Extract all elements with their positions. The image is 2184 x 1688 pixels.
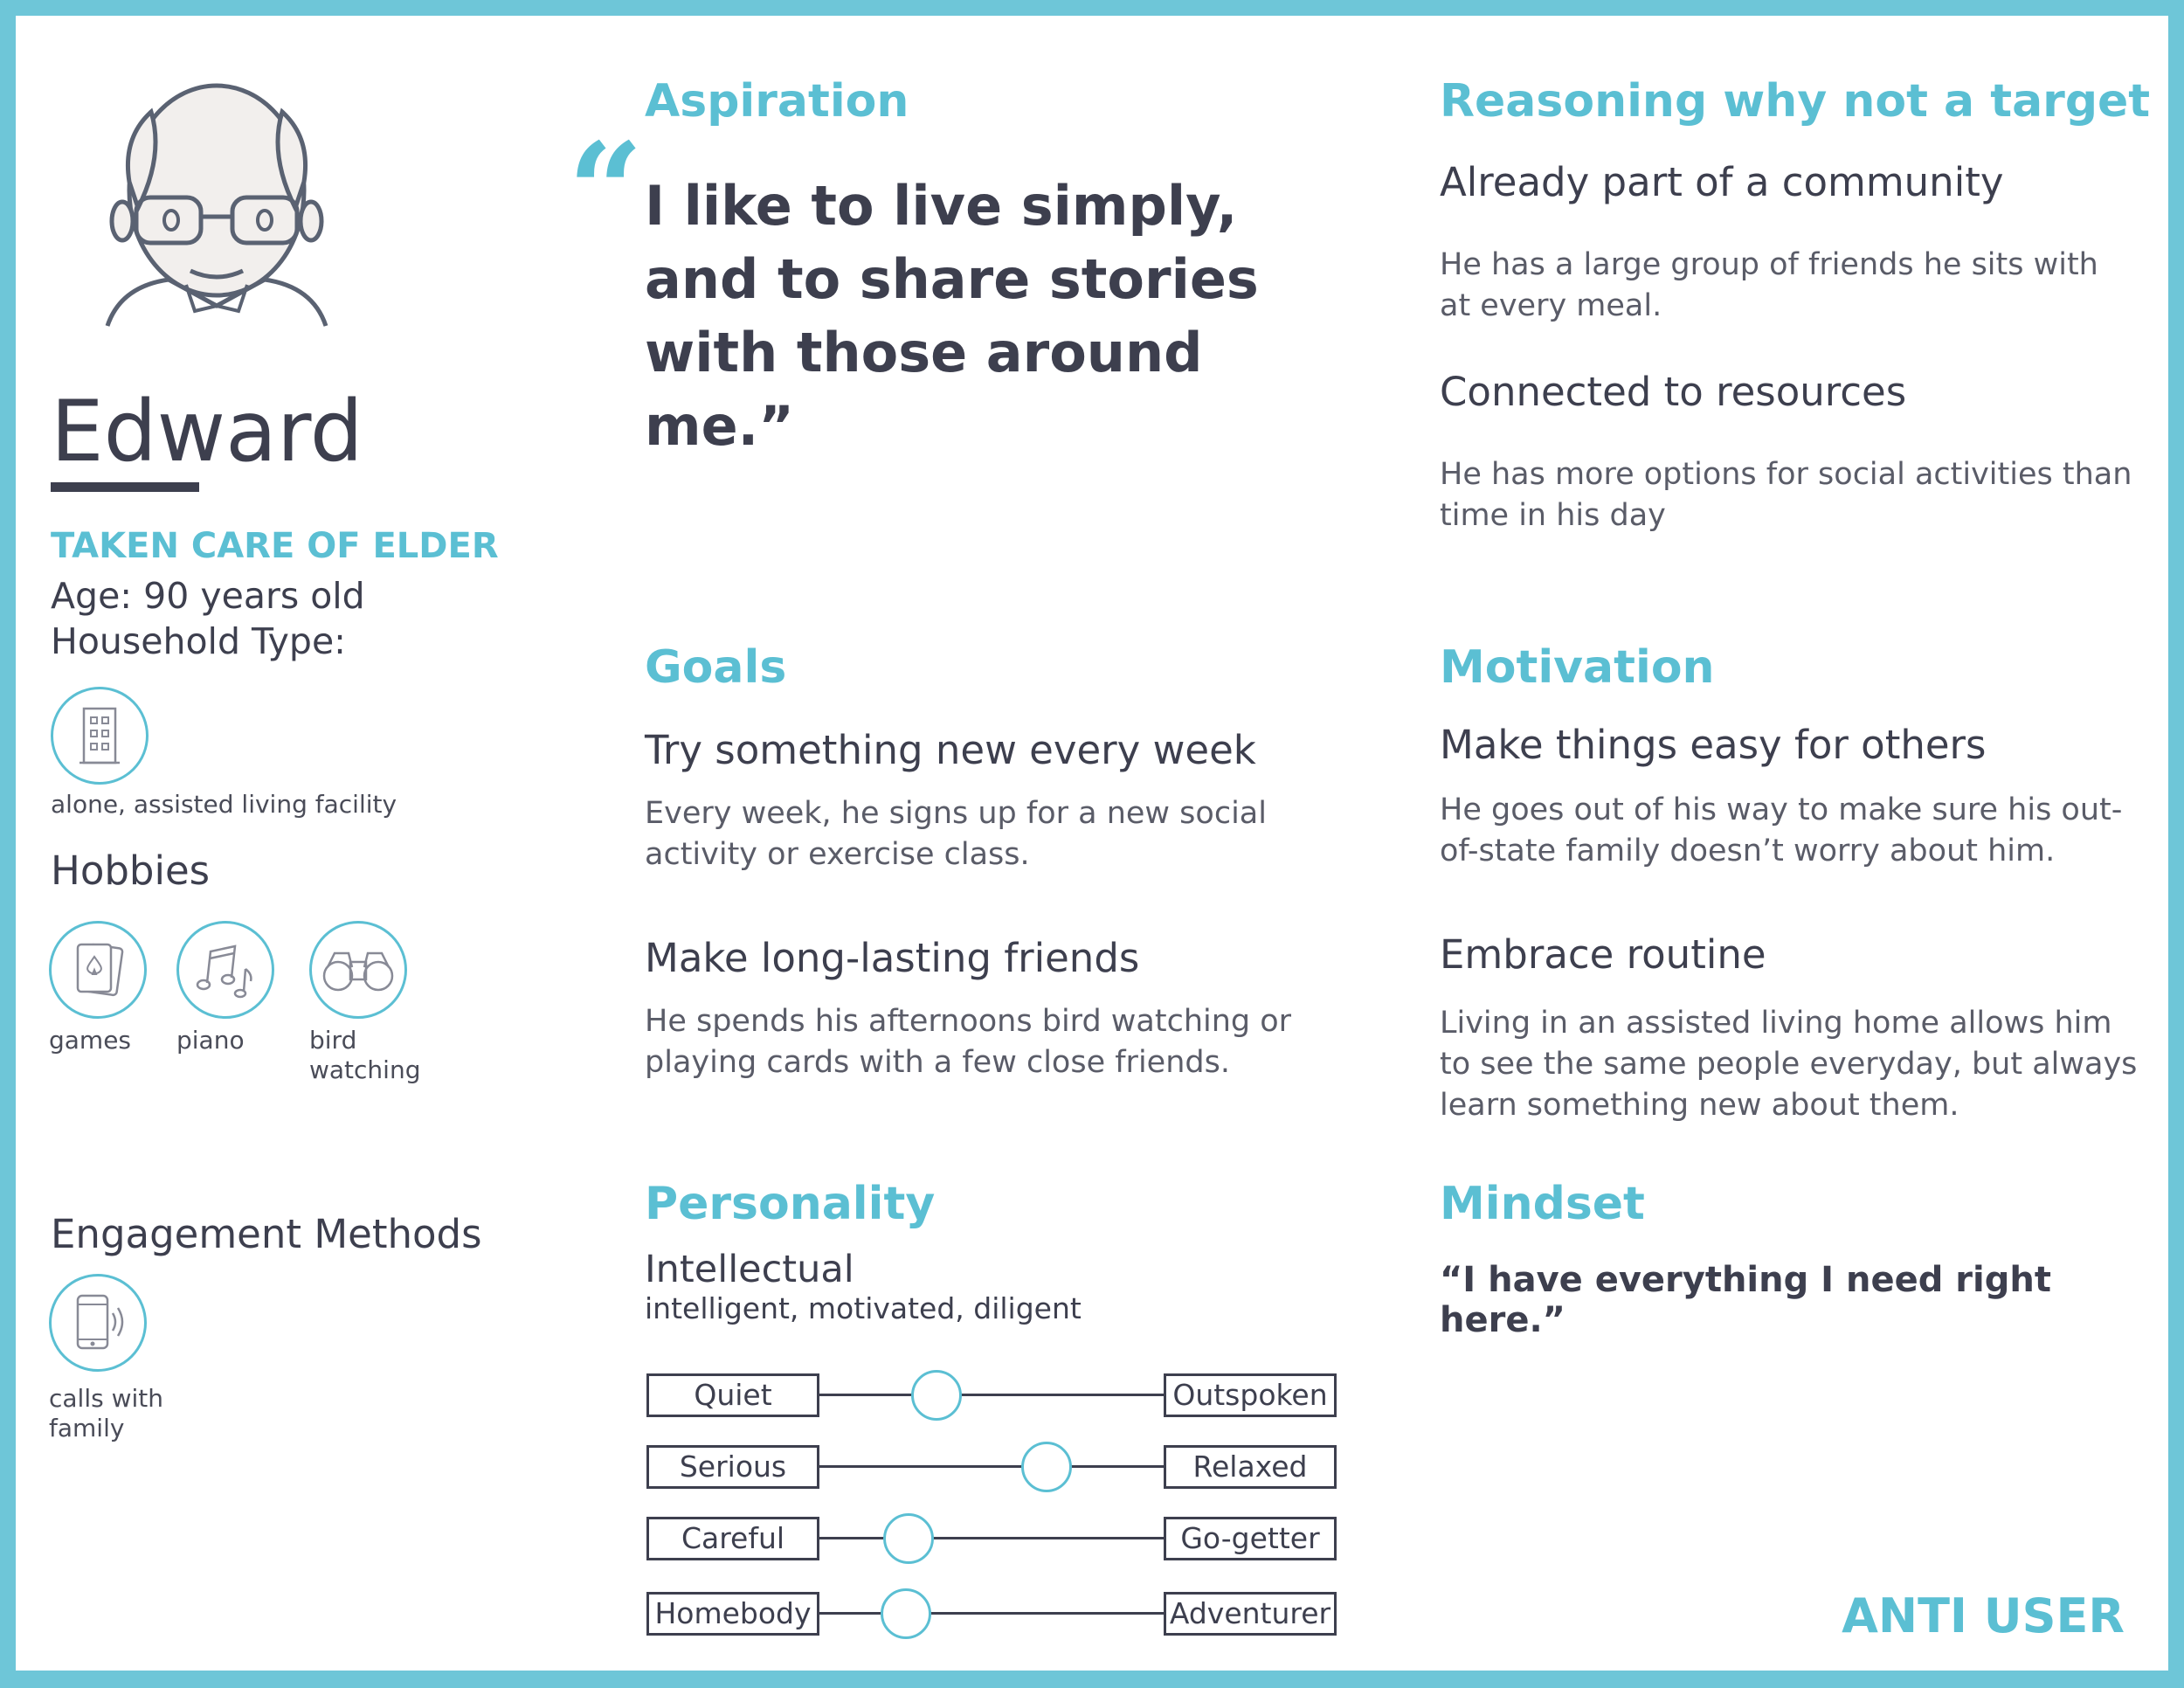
phone-call-icon: [49, 1274, 147, 1372]
persona-card: [16, 16, 2168, 1671]
music-notes-icon: [176, 921, 274, 1019]
aspiration-quote: I like to live simply, and to share stories with those around me.”: [645, 174, 1259, 458]
slider-track: [819, 1612, 1164, 1615]
reasoning-text: He has more options for social activities than time in his day: [1440, 457, 2132, 533]
trait-right-label: Relaxed: [1164, 1445, 1337, 1489]
goal-heading: Make long-lasting friends: [645, 935, 1140, 981]
goal-text: He spends his afternoons bird watching or playing cards with a few close friends.: [645, 1004, 1292, 1080]
hobby-label: piano: [176, 1026, 245, 1055]
reasoning-text: He has a large group of friends he sits with at every meal.: [1440, 247, 2098, 323]
quote-mark: “: [568, 114, 644, 268]
slider-knob: [883, 1513, 934, 1564]
motivation-text: He goes out of his way to make sure his out-of-state family doesn’t worry about him.: [1440, 792, 2123, 868]
reasoning-heading: Connected to resources: [1440, 369, 1907, 415]
personality-title: Personality: [645, 1178, 936, 1230]
goals-title: Goals: [645, 641, 787, 694]
goal-text: Every week, he signs up for a new social activity or exercise class.: [645, 796, 1267, 872]
hobby-label: bird watching: [309, 1026, 421, 1084]
aspiration-title: Aspiration: [645, 75, 909, 128]
personality-type: Intellectual: [645, 1248, 854, 1291]
mindset-title: Mindset: [1440, 1178, 1645, 1230]
trait-right-label: Go-getter: [1164, 1517, 1337, 1560]
slider-knob: [1021, 1442, 1072, 1492]
household-value: alone, assisted living facility: [51, 790, 397, 819]
goal-heading: Try something new every week: [645, 727, 1256, 773]
slider-track: [819, 1537, 1164, 1539]
trait-left-label: Homebody: [646, 1592, 819, 1636]
motivation-text: Living in an assisted living home allows him to see the same people everyday, but always learn something new about them.: [1440, 1006, 2138, 1123]
persona-age: Age: 90 years old: [51, 575, 365, 617]
mindset-quote: “I have everything I need right here.”: [1440, 1260, 2051, 1340]
trait-right-label: Outspoken: [1164, 1373, 1337, 1417]
playing-cards-icon: [49, 921, 147, 1019]
slider-track: [819, 1465, 1164, 1468]
trait-left-label: Serious: [646, 1445, 819, 1489]
name-underline: [51, 482, 199, 492]
reasoning-heading: Already part of a community: [1440, 159, 2004, 205]
persona-name: Edward: [51, 383, 363, 481]
engagement-title: Engagement Methods: [51, 1211, 482, 1257]
slider-knob: [911, 1370, 962, 1421]
motivation-title: Motivation: [1440, 641, 1715, 694]
household-label: Household Type:: [51, 620, 346, 662]
slider-knob: [881, 1588, 931, 1639]
personality-traits: intelligent, motivated, diligent: [645, 1291, 1082, 1325]
motivation-heading: Make things easy for others: [1440, 722, 1987, 768]
engagement-label: calls with family: [49, 1384, 164, 1442]
slider-track: [819, 1394, 1164, 1396]
trait-left-label: Quiet: [646, 1373, 819, 1417]
persona-role: TAKEN CARE OF ELDER: [51, 526, 499, 566]
trait-left-label: Careful: [646, 1517, 819, 1560]
binoculars-icon: [309, 921, 407, 1019]
trait-right-label: Adventurer: [1164, 1592, 1337, 1636]
hobbies-title: Hobbies: [51, 847, 211, 894]
motivation-heading: Embrace routine: [1440, 931, 1766, 978]
building-icon: [51, 687, 149, 785]
anti-user-label: ANTI USER: [1842, 1588, 2125, 1643]
avatar: [103, 77, 330, 330]
hobby-label: games: [49, 1026, 132, 1055]
reasoning-title: Reasoning why not a target: [1440, 75, 2151, 128]
